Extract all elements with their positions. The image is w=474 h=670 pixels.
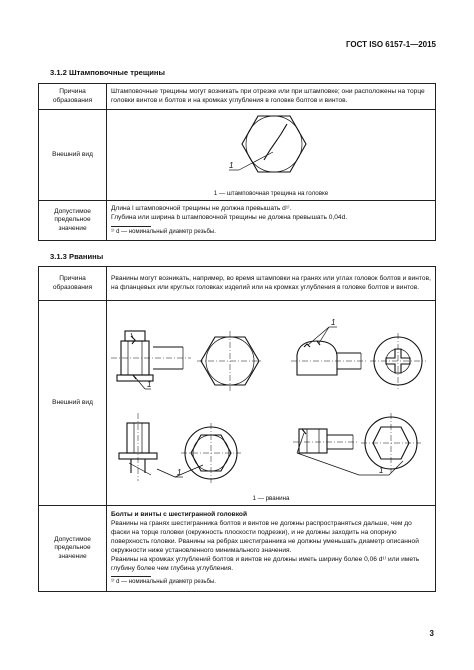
figure-caption: 1 — рванина [252, 495, 290, 502]
limit-para-2: Рванины на кромках углублений болтов и винтов не должны иметь ширину более 0,06 d¹⁾ или иметь глубину более чем глубина углубления. [111, 555, 420, 572]
footnote-rule [111, 226, 151, 227]
standard-header: ГОСТ ISO 6157-1—2015 [345, 40, 436, 49]
cause-text: Рванины могут возникать, например, во время штамповки на гранях или углах головок болтов и винтов, на фланцевых или круглых головках изделий или на кромках углубления в головке болтов и винтов. [107, 267, 436, 301]
limit-line-1: Длина l штамповочной трещины не должна превышать d¹⁾. [111, 205, 292, 213]
cause-label: Причина образования [39, 267, 107, 301]
footnote: ¹⁾ d — номинальный диаметр резьбы. [111, 229, 216, 236]
limit-heading: Болты и винты с шестигранной головкой [111, 511, 247, 519]
callout-1: 1 [229, 161, 234, 170]
limit-para-1: Рванины на гранях шестигранника болтов и винтов не должны распространяться дальше, чем до фаски на торце головки (окружность плоскости подрезки), и не должны заходить на опорную поверхность головки. Рванины на ребрах шестигранника не должны уменьшать диаметр описанной окружности ниже установленного минимального значения. [111, 520, 419, 554]
callout-1-c: 1 [331, 318, 336, 327]
flange-bolt-side-view [111, 331, 191, 389]
pan-head-side-view [291, 318, 367, 375]
hex-head-crack-figure [111, 112, 431, 190]
flange-bolt-lower [119, 413, 157, 481]
stamping-cracks-table [38, 83, 436, 241]
figure-caption: 1 — штамповочная трещина на головке [213, 190, 329, 197]
footnote: ¹⁾ d — номинальный диаметр резьбы. [111, 579, 216, 586]
callout-1-h: 1 [379, 466, 384, 475]
socket-top-view [297, 413, 421, 475]
footnote-rule [111, 576, 151, 577]
view-label: Внешний вид [39, 110, 107, 201]
section-title-bursts: 3.1.3 Рванины [50, 252, 104, 261]
callout-1-a: 1 [147, 380, 152, 389]
section-title-stamping-cracks: 3.1.2 Штамповочные трещины [50, 68, 165, 77]
page-number: 3 [429, 629, 434, 638]
limit-label: Допустимое предельное значение [39, 201, 107, 241]
cross-recess-top-view [370, 333, 426, 389]
callout-1-f: 1 [177, 468, 182, 477]
limit-line-2: Глубина или ширина b штамповочной трещины не должна превышать 0,04d. [111, 214, 348, 222]
view-cell [107, 301, 436, 506]
hex-top-view [197, 331, 263, 391]
cause-text: Штамповочные трещины могут возникать при отрезке или при штамповке; они расположены на торце головки винтов и болтов и на кромках углубления в головке болтов и винтов. [107, 84, 436, 110]
view-cell [107, 110, 436, 201]
socket-bolt-side-view [293, 429, 359, 453]
cause-label: Причина образования [39, 84, 107, 110]
flange-top-view [157, 423, 241, 483]
bursts-figure [111, 303, 431, 495]
view-label: Внешний вид [39, 301, 107, 506]
bursts-table [38, 266, 436, 592]
limit-label: Допустимое предельное значение [39, 506, 107, 592]
